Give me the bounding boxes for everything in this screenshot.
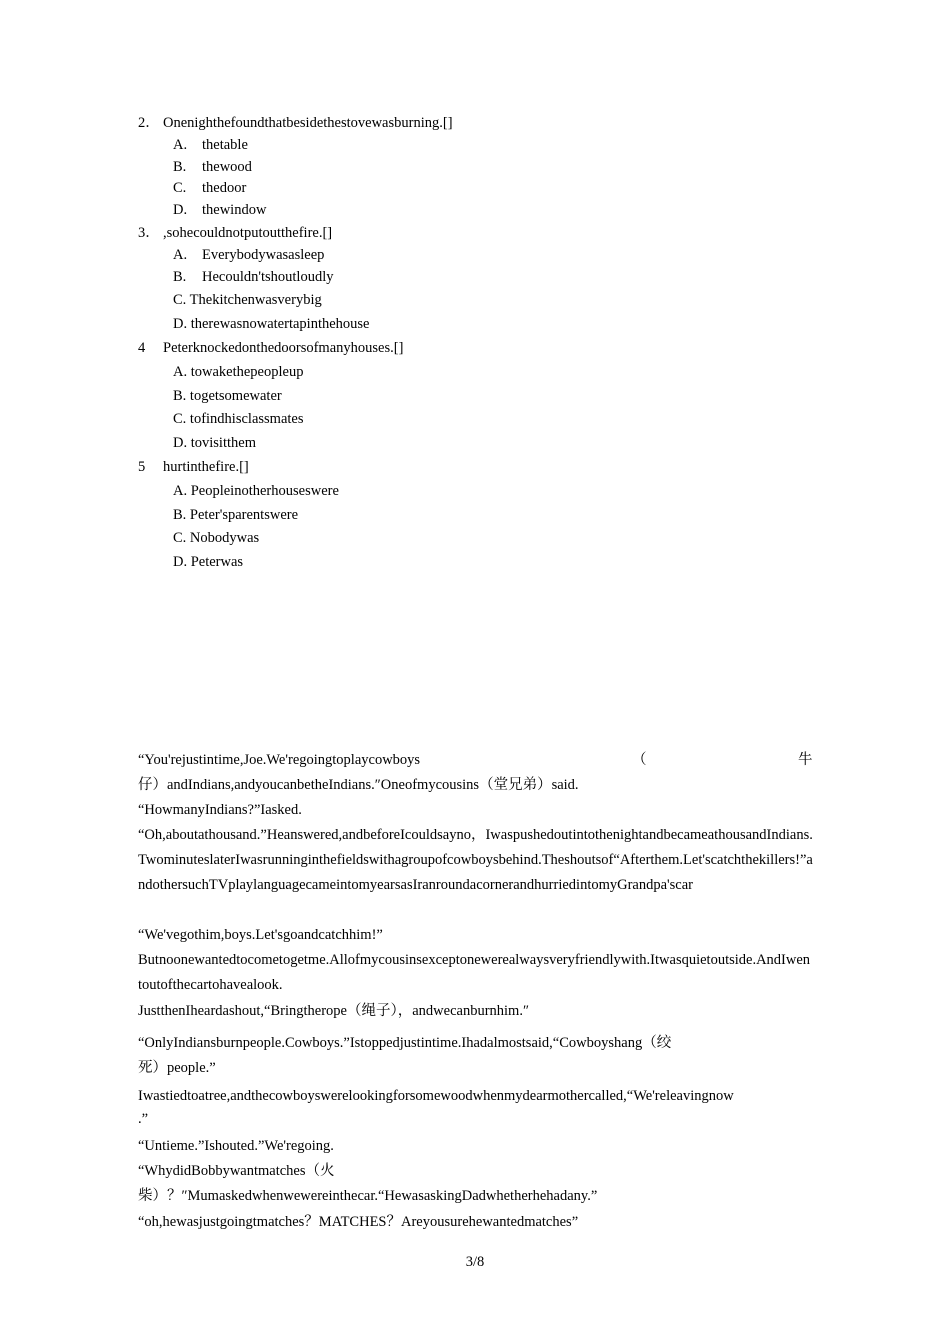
passage-paragraph-5: Butnoonewantedtocometogetme.Allofmycousinsexceptonewerealwaysveryfriendlywith.Itwasquietoutside.AndIwentoutofthecartohavealook. — [138, 952, 811, 993]
question-3-option-d — [173, 314, 370, 334]
option-text: thewindow — [202, 202, 267, 218]
option-text: thetable — [202, 137, 248, 153]
question-stem: Onenighthefoundthatbesidethestovewasburning.[] — [163, 115, 453, 131]
question-4-option-d — [173, 433, 256, 453]
passage-paragraph-1b: 仔）andIndians,andyoucanbetheIndians.″Oneofmycousins（堂兄弟）said. — [138, 777, 579, 793]
question-number: 4 — [138, 340, 146, 356]
question-4-option-b — [173, 386, 282, 406]
question-3-option-b — [173, 267, 334, 287]
option-letter: D. — [173, 202, 188, 218]
option-letter: A. — [173, 247, 188, 263]
question-number: 5 — [138, 459, 146, 475]
question-5-option-d — [173, 552, 243, 572]
option-text: B. togetsomewater — [173, 388, 282, 404]
option-text: C. tofindhisclassmates — [173, 411, 304, 427]
passage-paragraph-1a: “You'rejustintime,Joe.We'regoingtoplaycowboys — [138, 752, 421, 768]
question-2-option-a — [173, 135, 248, 155]
passage-paragraph-6: JustthenIheardashout,“Bringtherope（绳子），andwecanburnhim.″ — [138, 1003, 529, 1019]
option-text: B. Peter'sparentswere — [173, 507, 299, 523]
passage-paragraph-4: “We'vegothim,boys.Let'sgoandcatchhim!” — [138, 927, 383, 943]
passage-paragraph-9: “Untieme.”Ishouted.”We'regoing. — [138, 1138, 334, 1154]
option-text: D. therewasnowatertapinthehouse — [173, 316, 370, 332]
page-number: 3/8 — [465, 1254, 485, 1270]
question-2-option-d — [173, 200, 266, 220]
question-3-option-c — [173, 290, 322, 310]
question-3 — [138, 223, 332, 243]
question-4-option-c — [173, 409, 304, 429]
question-2-option-c — [173, 178, 246, 198]
question-3-option-a — [173, 245, 324, 265]
option-text: D. Peterwas — [173, 554, 244, 570]
option-text: A. towakethepeopleup — [173, 364, 304, 380]
option-letter: C. — [173, 180, 187, 196]
question-number: 3． — [138, 225, 160, 241]
passage-paragraph-3: “Oh,aboutathousand.”Heanswered,andbeforeIcouldsayno，IwaspushedoutintothenightandbecameathousandIndians.TwominuteslaterIwasrunninginthefieldswithagroupofcowboysbehind.Theshoutsof“Afterthem.Let'scatchthekillers!”andothersuchTVplaylanguagecameintomyearsasIranroundacornerandhurriedintomyGrandpa'scar — [138, 827, 813, 893]
passage-paragraph-10b: 柴）？″Mumaskedwhenwewereinthecar.“HewasaskingDadwhetherhehadany.” — [138, 1188, 598, 1204]
passage-paragraph-8a: Iwastiedtoatree,andthecowboyswerelookingforsomewoodwhenmydearmothercalled,“We'releavingnow — [138, 1088, 734, 1104]
option-text: thedoor — [202, 180, 247, 196]
question-5-option-c — [173, 528, 259, 548]
passage-paragraph-7b: 死）people.” — [138, 1060, 216, 1076]
question-number: 2． — [138, 115, 160, 131]
question-2 — [138, 113, 453, 133]
question-5-option-b — [173, 505, 298, 525]
question-stem: ,sohecouldnotputoutthefire.[] — [163, 225, 333, 241]
option-letter: B. — [173, 159, 187, 175]
question-5-option-a — [173, 481, 339, 501]
question-stem: hurtinthefire.[] — [163, 459, 249, 475]
passage-paragraph-7a: “OnlyIndiansburnpeople.Cowboys.”Istoppedjustintime.Ihadalmostsaid,“Cowboyshang（绞 — [138, 1035, 672, 1051]
passage-paragraph-10a: “WhydidBobbywantmatches（火 — [138, 1163, 335, 1179]
question-stem: Peterknockedonthedoorsofmanyhouses.[] — [163, 340, 404, 356]
question-4-option-a — [173, 362, 303, 382]
passage-paragraph-11: “oh,hewasjustgoingtmatches？MATCHES？Areyousurehewantedmatches” — [138, 1214, 579, 1230]
option-text: C. Nobodywas — [173, 530, 260, 546]
passage-paragraph-8b: .” — [138, 1111, 149, 1127]
question-4 — [138, 338, 403, 358]
option-text: thewood — [202, 159, 252, 175]
option-letter: A. — [173, 137, 188, 153]
option-text: D. tovisitthem — [173, 435, 256, 451]
passage-paren: （ — [632, 752, 647, 768]
option-text: C. Thekitchenwasverybig — [173, 292, 322, 308]
question-2-option-b — [173, 157, 252, 177]
option-letter: B. — [173, 269, 187, 285]
passage-paragraph-2: “HowmanyIndians?”Iasked. — [138, 802, 302, 818]
passage-cowboy-char: 牛 — [798, 752, 813, 768]
option-text: Everybodywasasleep — [202, 247, 325, 263]
option-text: A. Peopleinotherhouseswere — [173, 483, 339, 499]
question-5 — [138, 457, 249, 477]
option-text: Hecouldn'tshoutloudly — [202, 269, 334, 285]
